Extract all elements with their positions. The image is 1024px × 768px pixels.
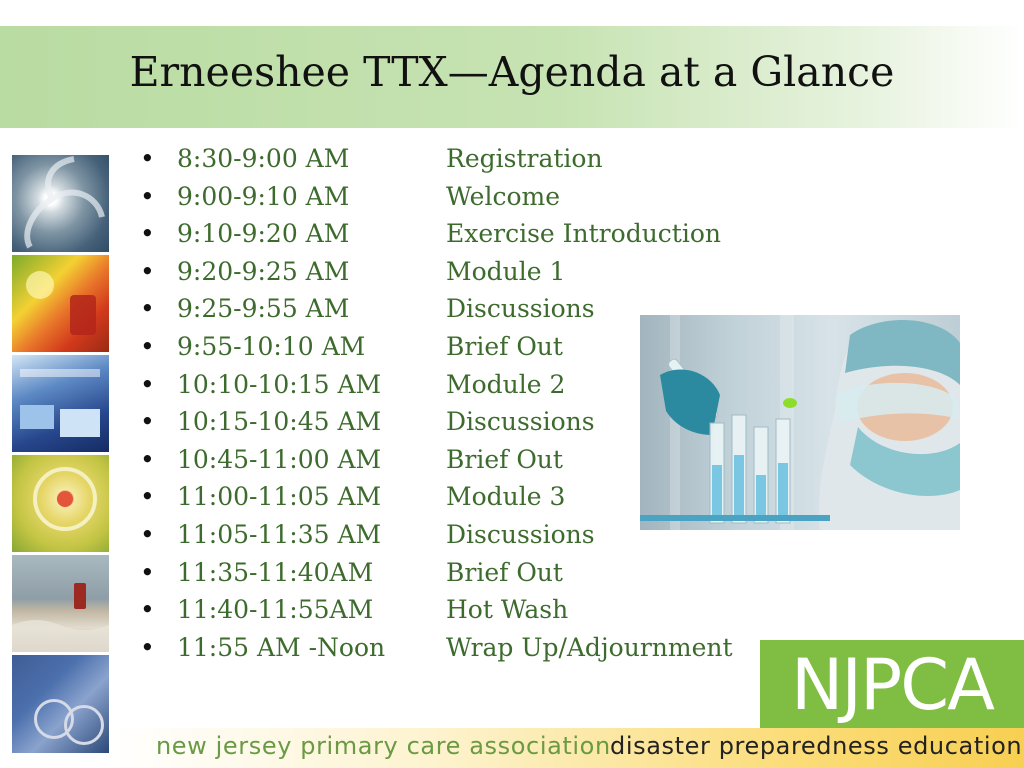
agenda-item: Brief Out [446,331,563,361]
agenda-item: Module 2 [446,369,566,399]
agenda-item: Discussions [446,519,595,549]
bullet: • [140,407,155,437]
bullet: • [140,595,155,625]
footer-band [110,728,1024,768]
njpca-logo [760,640,1024,728]
agenda-time: 11:55 AM -Noon [177,632,386,662]
agenda-time: 9:55-10:10 AM [177,331,366,361]
bullet: • [140,294,155,324]
agenda-time: 10:45-11:00 AM [177,444,382,474]
logo-text: NJPCA [791,644,993,726]
agenda-item: Hot Wash [446,595,569,625]
agenda-item: Wrap Up/Adjournment [446,632,733,662]
agenda-item: Discussions [446,294,595,324]
agenda-item: Exercise Introduction [446,219,721,249]
agenda-time: 10:10-10:15 AM [177,369,382,399]
agenda-time: 11:40-11:55AM [177,595,374,625]
agenda-time: 9:10-9:20 AM [177,219,350,249]
agenda-item: Brief Out [446,444,563,474]
biohazard-symbol-icon [64,705,104,745]
computer-screens-image [12,355,109,452]
agenda-item: Welcome [446,181,561,211]
bullet: • [140,557,155,587]
bullet: • [140,369,155,399]
bullet: • [140,181,155,211]
agenda-item: Brief Out [446,557,563,587]
agenda-time: 9:00-9:10 AM [177,181,350,211]
agenda-time: 8:30-9:00 AM [177,144,350,173]
agenda-time: 10:15-10:45 AM [177,407,382,437]
agenda-time: 11:35-11:40AM [177,557,374,587]
bullet: • [140,219,155,249]
agenda-time: 11:00-11:05 AM [177,482,382,512]
slide-title: Erneeshee TTX—Agenda at a Glance [129,48,895,96]
agenda-time: 11:05-11:35 AM [177,519,382,549]
bullet: • [140,444,155,474]
footer-program: disaster preparedness education [610,732,1023,760]
hurricane-satellite-image [12,155,109,252]
bullet: • [140,632,155,662]
agenda-time: 9:20-9:25 AM [177,256,350,286]
agenda-item: Module 3 [446,482,566,512]
flood-barrels-image [12,555,109,652]
chemical-hazard-image [12,255,109,352]
agenda-item: Registration [446,144,603,173]
footer-association: new jersey primary care association [156,732,611,760]
bullet: • [140,331,155,361]
agenda-time: 9:25-9:55 AM [177,294,350,324]
bullet: • [140,519,155,549]
image-sidebar [12,155,109,753]
bullet: • [140,482,155,512]
radiation-symbol-image [12,455,109,552]
bullet: • [140,144,155,173]
lab-scientist-photo [640,315,960,530]
bullet: • [140,256,155,286]
agenda-item: Discussions [446,407,595,437]
biohazard-image [12,655,109,753]
agenda-item: Module 1 [446,256,566,286]
